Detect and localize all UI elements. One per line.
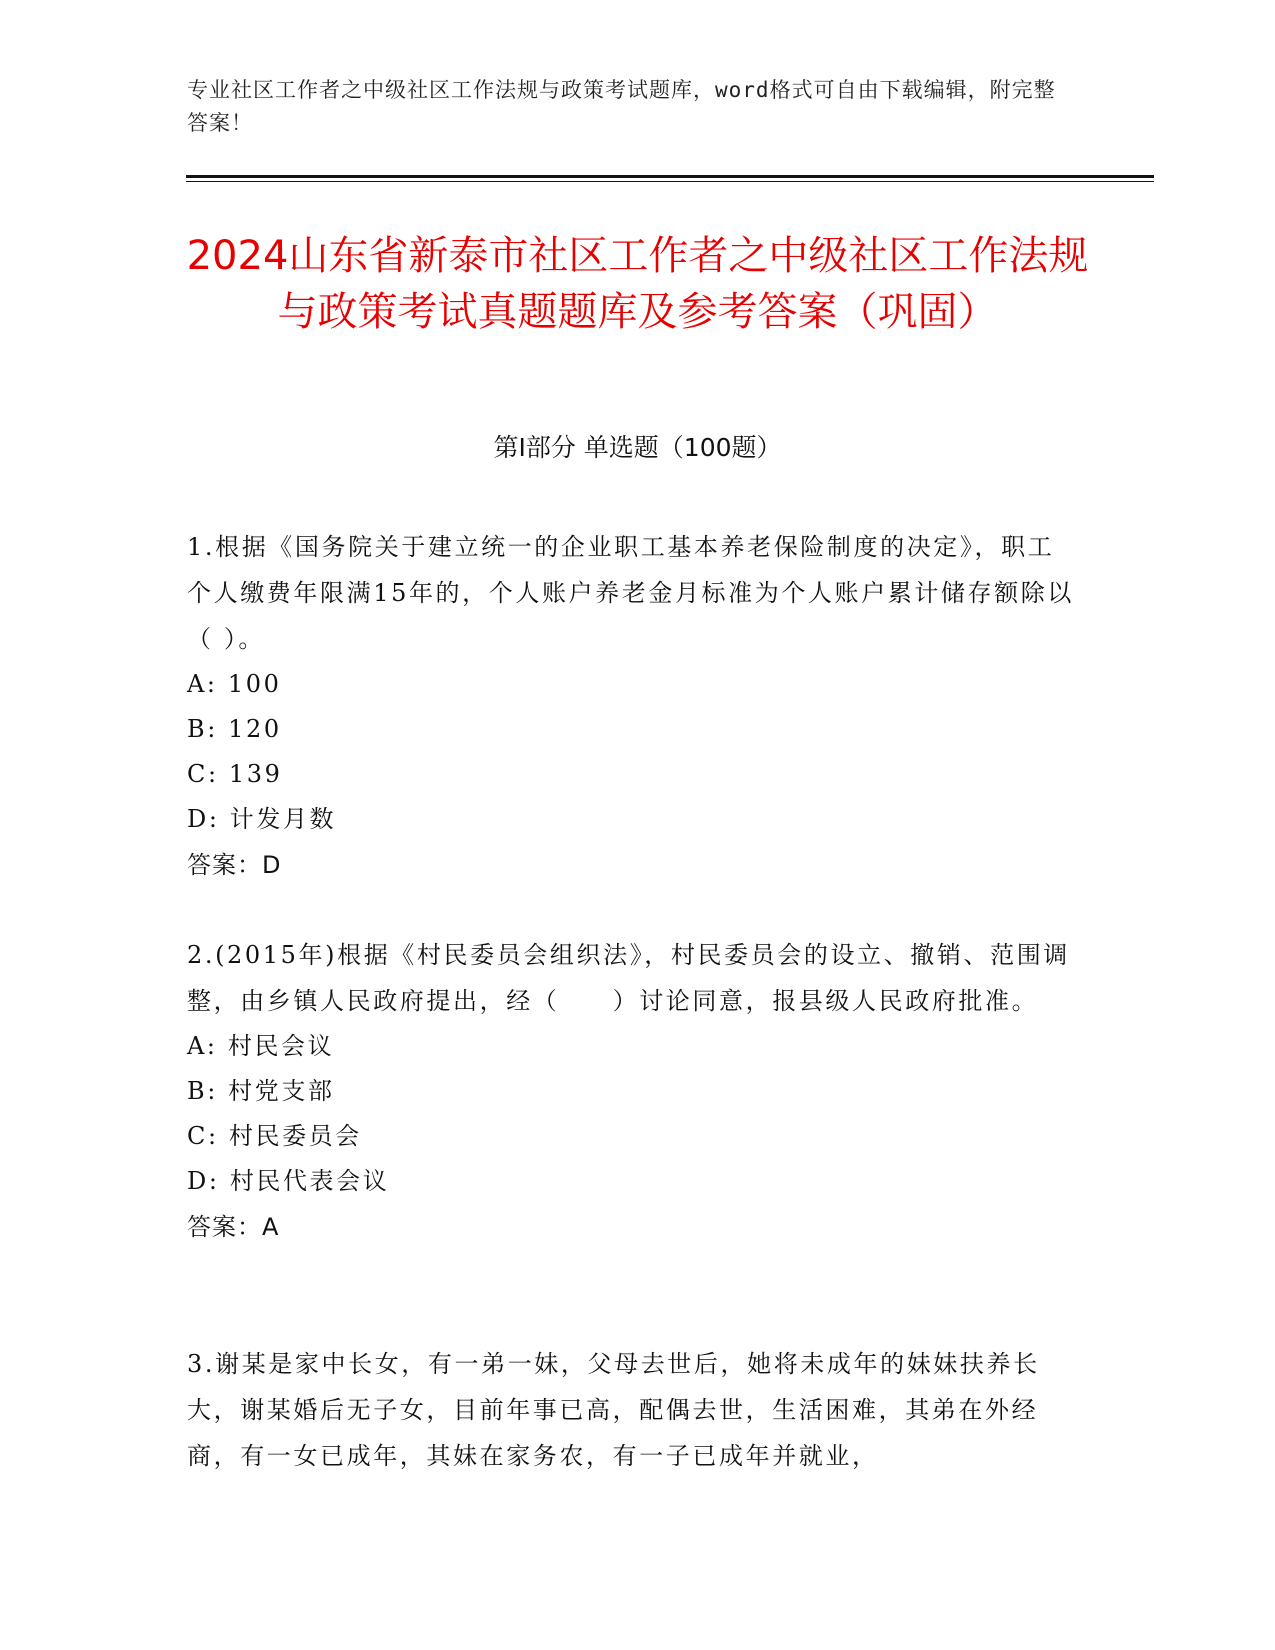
question-stem: 1.根据《国务院关于建立统一的企业职工基本养老保险制度的决定》，职工个人缴费年限满15年的，个人账户养老金月标准为个人账户累计储存额除以（ ）。 [187, 533, 1074, 653]
option-b: B: 120 [187, 715, 282, 743]
question-stem: 3.谢某是家中长女，有一弟一妹，父母去世后，她将未成年的妹妹扶养长大，谢某婚后无子女，目前年事已高，配偶去世，生活困难，其弟在外经商，有一女已成年，其妹在家务农，有一子已成年并就业， [187, 1350, 1040, 1470]
question-2 [187, 932, 1077, 1250]
option-c: C: 139 [187, 760, 283, 788]
option-d: D: 计发月数 [187, 805, 337, 833]
header-rule-thick [186, 175, 1154, 178]
answer: 答案：A [187, 1213, 280, 1241]
option-b: B: 村党支部 [187, 1077, 335, 1105]
question-3 [187, 1341, 1077, 1479]
document-title: 2024山东省新泰市社区工作者之中级社区工作法规与政策考试真题题库及参考答案（巩固） [186, 233, 1089, 335]
answer: 答案：D [187, 851, 282, 879]
question-1 [187, 524, 1077, 888]
question-stem: 2.(2015年)根据《村民委员会组织法》，村民委员会的设立、撤销、范围调整，由乡镇人民政府提出，经（ ）讨论同意，报县级人民政府批准。 [187, 941, 1070, 1015]
header-rule-thin [186, 181, 1154, 182]
option-a: A: 100 [187, 670, 282, 698]
option-a: A: 村民会议 [187, 1032, 335, 1060]
option-c: C: 村民委员会 [187, 1122, 362, 1150]
header-note: 专业社区工作者之中级社区工作法规与政策考试题库，word格式可自由下载编辑，附完整答案！ [187, 78, 1056, 135]
option-d: D: 村民代表会议 [187, 1167, 390, 1195]
section-title: 第I部分 单选题（100题） [493, 433, 782, 462]
